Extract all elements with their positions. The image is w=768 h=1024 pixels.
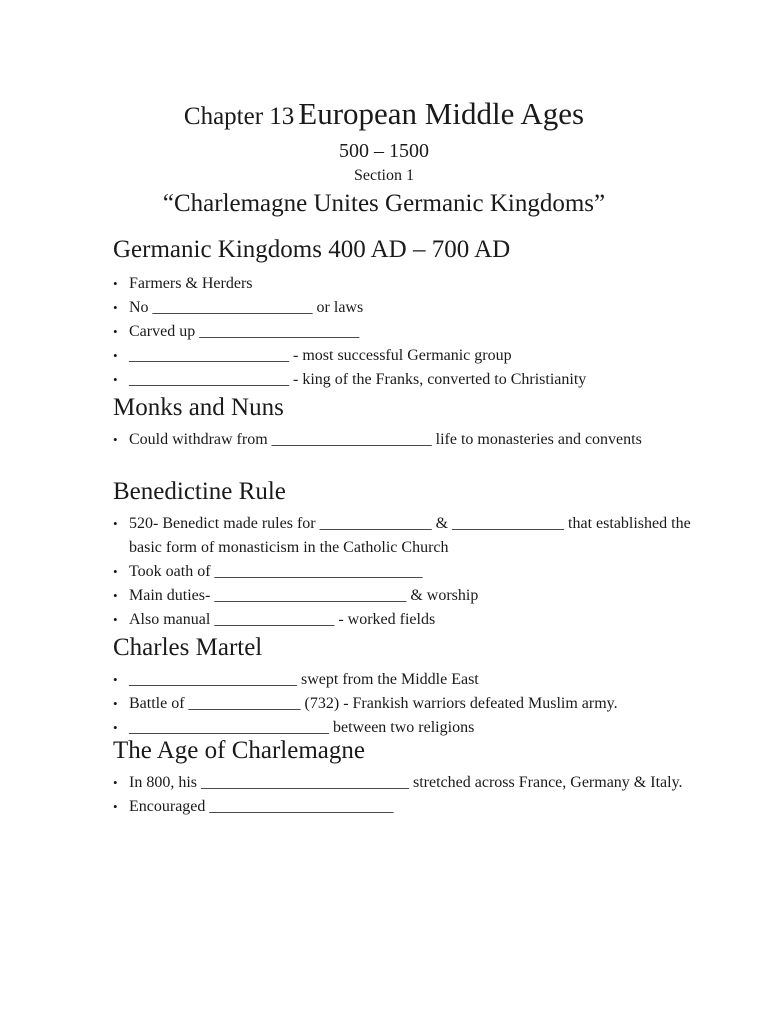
list-item: • Farmers & Herders [113, 272, 713, 296]
bullet-list-age-of-charlemagne [113, 771, 713, 819]
list-item: • Encouraged _______________________ [113, 795, 713, 819]
bullet-list-monks-and-nuns [113, 428, 713, 452]
list-item: • Battle of ______________ (732) - Frankish warriors defeated Muslim army. [113, 692, 713, 716]
list-item: • Could withdraw from ____________________ life to monasteries and convents [113, 428, 713, 452]
list-item: • 520- Benedict made rules for ______________ & ______________ that established the basic form of monasticism in the Catholic Church [113, 512, 713, 560]
list-item: • In 800, his __________________________ stretched across France, Germany & Italy. [113, 771, 713, 795]
heading-germanic-kingdoms: Germanic Kingdoms 400 AD – 700 AD [113, 236, 511, 263]
bullet-list-charles-martel [113, 668, 713, 740]
list-item: • Main duties- ________________________ & worship [113, 584, 713, 608]
heading-benedictine-rule: Benedictine Rule [113, 478, 286, 505]
list-item: • _____________________ swept from the Middle East [113, 668, 713, 692]
list-item: • Took oath of __________________________ [113, 560, 713, 584]
list-item: • ____________________ - king of the Franks, converted to Christianity [113, 368, 713, 392]
heading-charles-martel: Charles Martel [113, 634, 263, 661]
list-item: • _________________________ between two religions [113, 716, 713, 740]
section-label: Section 1 [354, 167, 414, 184]
list-item: • Also manual _______________ - worked fields [113, 608, 713, 632]
list-item: • ____________________ - most successful Germanic group [113, 344, 713, 368]
chapter-title [0, 96, 768, 132]
bullet-list-germanic-kingdoms [113, 272, 713, 392]
bullet-list-benedictine-rule [113, 512, 713, 632]
chapter-number: Chapter 13 [183, 103, 295, 130]
chapter-name: European Middle Ages [298, 96, 585, 131]
list-item: • No ____________________ or laws [113, 296, 713, 320]
date-range: 500 – 1500 [339, 140, 429, 162]
heading-monks-and-nuns: Monks and Nuns [113, 394, 284, 421]
section-topic: “Charlemagne Unites Germanic Kingdoms” [162, 190, 606, 217]
list-item: • Carved up ____________________ [113, 320, 713, 344]
heading-age-of-charlemagne: The Age of Charlemagne [113, 737, 365, 764]
